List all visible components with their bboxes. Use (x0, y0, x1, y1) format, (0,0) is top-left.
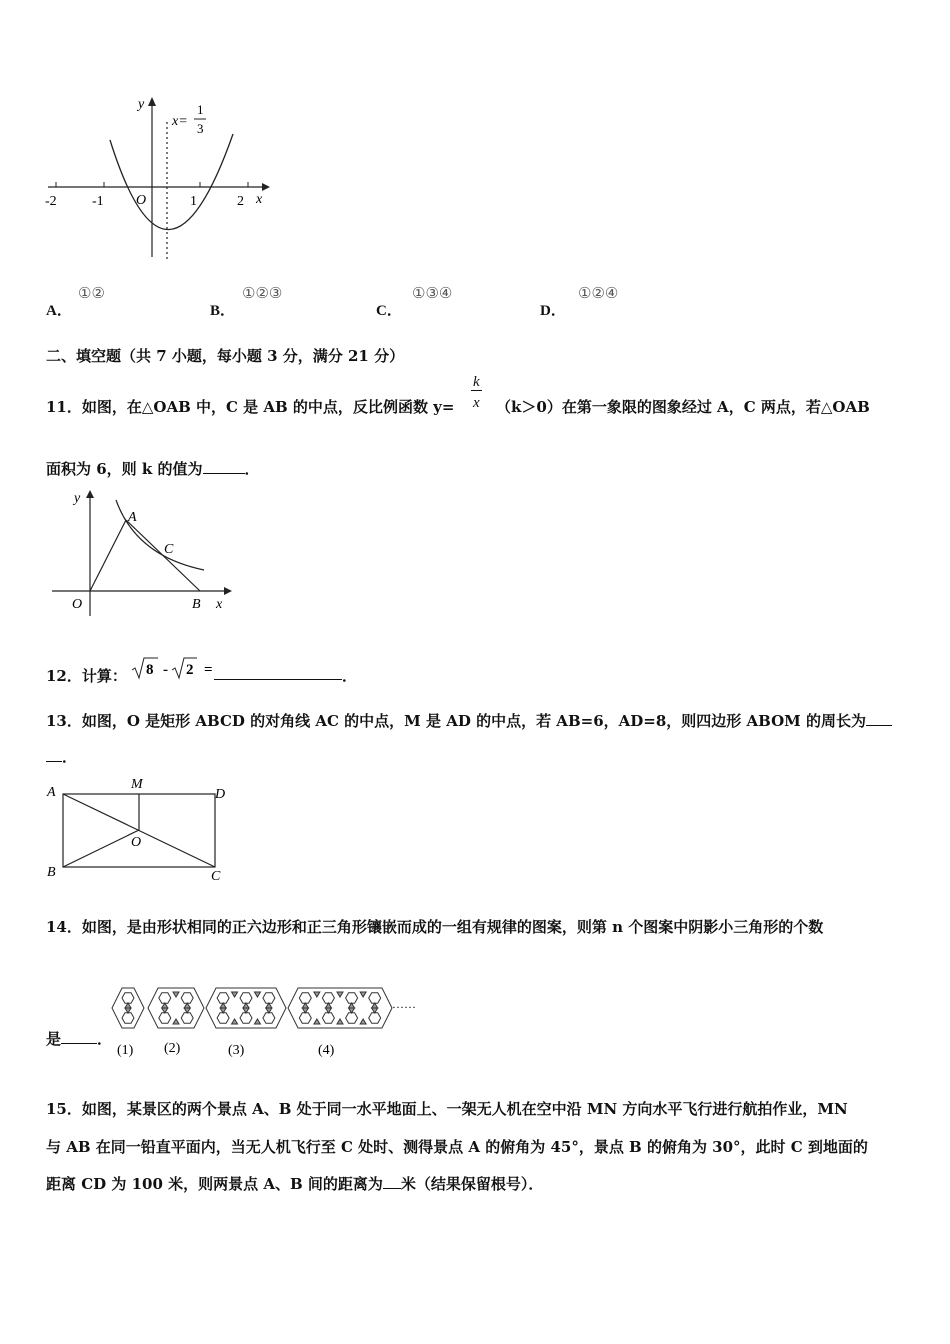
q12-answer-blank[interactable] (214, 665, 342, 680)
tick-label: 1 (190, 194, 197, 209)
question-13-line1 (46, 710, 906, 731)
shaded-triangle (184, 1008, 190, 1013)
q12-prefix: 12．计算： (46, 667, 127, 685)
axis-eq-lhs: x= (172, 114, 188, 129)
x-label: x (256, 192, 263, 207)
small-hexagon (217, 1013, 229, 1023)
small-hexagon (369, 993, 381, 1003)
shaded-triangle (125, 1008, 131, 1013)
small-hexagon (322, 1013, 334, 1023)
shaded-triangle (372, 1008, 378, 1013)
parabola-curve (110, 134, 233, 230)
option-d-value: ①②④ (578, 284, 619, 302)
shaded-triangle (266, 1008, 272, 1013)
small-hexagon (263, 993, 275, 1003)
q15-line3-pre: 距离 CD 为 100 米，则两景点 A、B 间的距离为 (46, 1175, 383, 1193)
origin-label: O (136, 193, 147, 208)
small-hexagon (299, 1013, 311, 1023)
shaded-triangle (162, 1003, 168, 1008)
q15-answer-blank[interactable] (383, 1174, 401, 1189)
shaded-triangle (325, 1003, 331, 1008)
option-a-letter: A． (46, 303, 72, 319)
shaded-triangle (220, 1003, 226, 1008)
question-12 (46, 656, 446, 686)
shaded-triangle (360, 992, 366, 997)
shaded-triangle (173, 1019, 179, 1024)
shaded-triangle (337, 1019, 343, 1024)
small-hexagon (159, 993, 171, 1003)
shaded-triangle (173, 992, 179, 997)
q14-line2-end: ． (97, 1030, 113, 1048)
small-hexagon (217, 993, 229, 1003)
small-hexagon (181, 1013, 193, 1023)
option-d-letter: D． (540, 303, 566, 319)
q14-figure (108, 984, 428, 1062)
segment-bo (63, 830, 142, 867)
option-c-value: ①③④ (412, 284, 453, 302)
shaded-triangle (243, 1008, 249, 1013)
shaded-triangle (325, 1008, 331, 1013)
q11-y-label: y (74, 491, 81, 506)
question-15-line2: 与 AB 在同一铅直平面内，当无人机飞行至 C 处时、测得景点 A 的俯角为 45°，景点 B 的俯角为 30°，此时 C 到地面的 (46, 1138, 868, 1156)
small-hexagon (346, 993, 358, 1003)
question-13-line2 (46, 746, 77, 767)
q11-a-label: A (128, 510, 137, 525)
q11-frac-den: x (473, 395, 480, 411)
q13-answer-blank-cont[interactable] (46, 747, 62, 762)
q12-minus: - (163, 662, 168, 678)
shaded-triangle (302, 1008, 308, 1013)
question-14-line2 (46, 1028, 112, 1049)
x-axis-arrow (262, 183, 270, 191)
small-hexagon (299, 993, 311, 1003)
shaded-triangle (266, 1003, 272, 1008)
small-hexagon (159, 1013, 171, 1023)
shaded-triangle (243, 1003, 249, 1008)
shaded-triangle (337, 992, 343, 997)
pattern-label: (4) (318, 1043, 335, 1058)
parabola-figure (40, 92, 280, 267)
option-b-letter: B． (210, 303, 236, 319)
q12-equals: = (204, 662, 213, 678)
small-hexagon (346, 1013, 358, 1023)
y-axis-arrow (148, 97, 156, 106)
q11-c-label: C (164, 542, 174, 557)
shaded-triangle (360, 1019, 366, 1024)
q11-part2: （k＞0）在第一象限的图象经过 A，C 两点，若△OAB (496, 398, 870, 416)
pattern-label: (1) (117, 1043, 134, 1058)
q12-expression (130, 656, 220, 682)
q13-line2-end: ． (62, 748, 78, 766)
segment-oa (90, 520, 126, 591)
q11-line2-end: ． (244, 460, 260, 478)
tick-label: -1 (92, 194, 104, 209)
q11-line2-text: 面积为 6，则 k 的值为 (46, 460, 203, 478)
shaded-triangle (184, 1003, 190, 1008)
answer-options (46, 284, 746, 320)
q15-line3-post: 米（结果保留根号）． (400, 1175, 544, 1193)
tick-label: -2 (45, 194, 57, 209)
question-15-line1: 15．如图，某景区的两个景点 A、B 处于同一水平地面上、一架无人机在空中沿 MN 方向水平飞行进行航拍作业，MN (46, 1100, 848, 1118)
shaded-triangle (232, 992, 238, 997)
axis-eq-num: 1 (197, 102, 204, 117)
small-hexagon (240, 1013, 252, 1023)
question-11-line1 (46, 374, 906, 418)
small-hexagon (369, 1013, 381, 1023)
q12-end: ． (342, 667, 358, 685)
tick-label: 2 (237, 194, 244, 209)
q13-c-label: C (211, 869, 221, 884)
question-11-line2 (46, 458, 260, 479)
small-hexagon (122, 993, 134, 1003)
option-c-letter: C． (376, 303, 402, 319)
segment-ab (126, 520, 200, 591)
section-title: 二、填空题（共 7 小题，每小题 3 分，满分 21 分） (46, 347, 405, 365)
q13-text: 13．如图，O 是矩形 ABCD 的对角线 AC 的中点，M 是 AD 的中点，若 AB=6，AD=8，则四边形 ABOM 的周长为 (46, 712, 866, 730)
pattern-label: (2) (164, 1041, 181, 1056)
shaded-triangle (125, 1003, 131, 1008)
shaded-triangle (372, 1003, 378, 1008)
small-hexagon (181, 993, 193, 1003)
shaded-triangle (314, 992, 320, 997)
shaded-triangle (349, 1003, 355, 1008)
q14-answer-blank[interactable] (61, 1029, 97, 1044)
q12-rad1: 8 (146, 662, 154, 678)
q11-figure (44, 486, 244, 621)
shaded-triangle (314, 1019, 320, 1024)
small-hexagon (263, 1013, 275, 1023)
q11-x-label: x (216, 597, 223, 612)
q13-o-label: O (131, 835, 142, 850)
y-label: y (138, 97, 145, 112)
shaded-triangle (349, 1008, 355, 1013)
shaded-triangle (232, 1019, 238, 1024)
small-hexagon (240, 993, 252, 1003)
shaded-triangle (302, 1003, 308, 1008)
q11-answer-blank[interactable] (203, 459, 245, 474)
axis-eq-den: 3 (197, 121, 204, 136)
small-hexagon (122, 1013, 134, 1023)
shaded-triangle (162, 1008, 168, 1013)
option-b-value: ①②③ (242, 284, 283, 302)
q13-d-label: D (215, 787, 226, 802)
q13-answer-blank[interactable] (866, 711, 892, 726)
question-14-line1: 14．如图，是由形状相同的正六边形和正三角形镶嵌而成的一组有规律的图案，则第 n 个图案中阴影小三角形的个数 (46, 918, 824, 936)
q13-b-label: B (47, 865, 56, 880)
shaded-triangle (254, 992, 260, 997)
question-15-line3 (46, 1173, 543, 1194)
shaded-triangle (254, 1019, 260, 1024)
radical-sign (132, 658, 158, 678)
pattern-label: (3) (228, 1043, 245, 1058)
q13-m-label: M (131, 777, 143, 792)
option-a-value: ①② (78, 284, 105, 302)
q14-line2-text: 是 (46, 1030, 62, 1048)
q11-b-label: B (192, 597, 201, 612)
q11-fraction (471, 374, 482, 411)
q13-figure (44, 774, 234, 884)
small-hexagon (322, 993, 334, 1003)
q11-o-label: O (72, 597, 83, 612)
q13-a-label: A (47, 785, 56, 800)
shaded-triangle (220, 1008, 226, 1013)
q11-frac-num: k (473, 374, 480, 390)
q12-rad2: 2 (186, 662, 194, 678)
pattern-continuation: …… (392, 997, 416, 1011)
q11-part1: 11．如图，在△OAB 中，C 是 AB 的中点，反比例函数 y= (46, 398, 455, 416)
